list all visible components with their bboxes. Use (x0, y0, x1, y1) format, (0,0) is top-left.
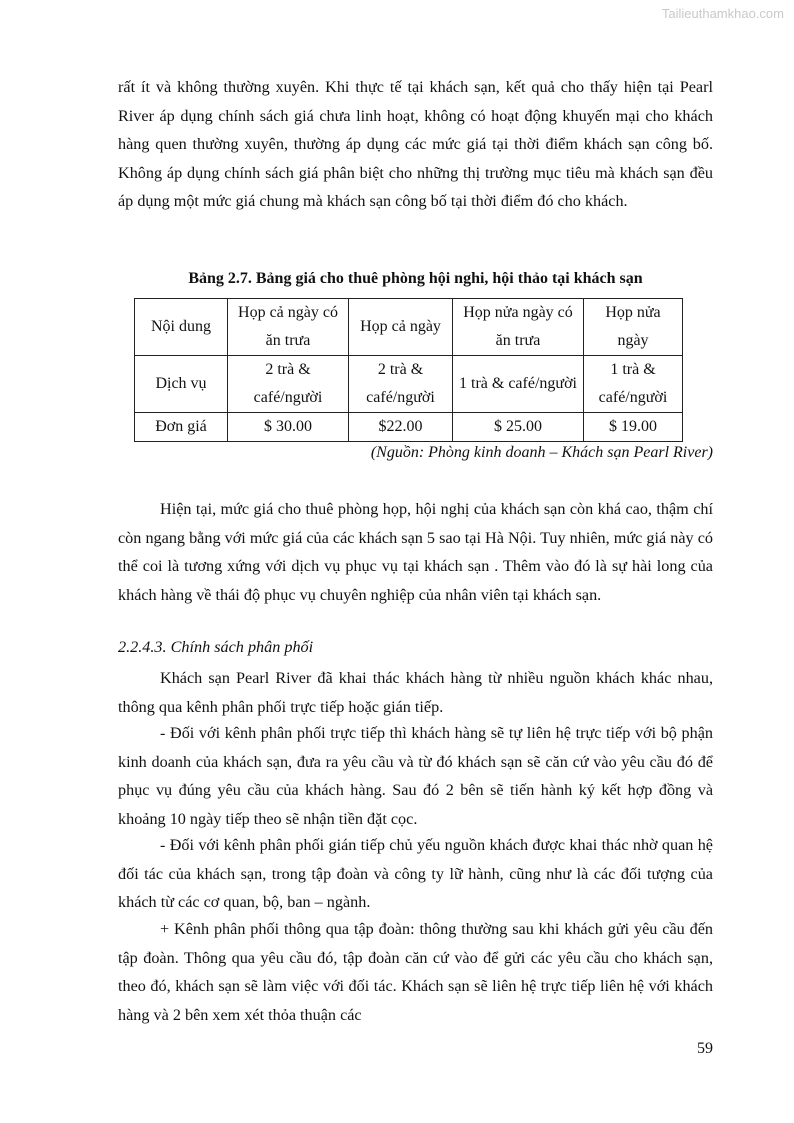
table-cell: 1 trà & café/người (453, 356, 584, 413)
paragraph-direct-channel: - Đối với kênh phân phối trực tiếp thì khách hàng sẽ tự liên hệ trực tiếp với bộ phận kinh doanh của khách sạn, đưa ra yêu cầu và từ đó khách sạn sẽ căn cứ vào yêu cầu đó để phục vụ đúng yêu cầu của khách hàng. Sau đó 2 bên sẽ tiến hành ký kết hợp đồng và khoảng 10 ngày tiếp theo sẽ nhận tiền đặt cọc. (118, 724, 713, 828)
paragraph-group-channel: + Kênh phân phối thông qua tập đoàn: thông thường sau khi khách gửi yêu cầu đến tập đoàn. Thông qua yêu cầu đó, tập đoàn căn cứ vào để gửi các yêu cầu cho khách sạn, theo đó, khách sạn sẽ làm việc với đối tác. Khách sạn sẽ liên hệ trực tiếp liên hệ với khách hàng và 2 bên xem xét thỏa thuận các (118, 920, 713, 1024)
header-cell: Họp cả ngày (349, 299, 453, 356)
table-cell: $ 25.00 (453, 413, 584, 442)
table-cell: $ 30.00 (228, 413, 349, 442)
table-cell: 2 trà & café/người (228, 356, 349, 413)
paragraph-distribution-intro: Khách sạn Pearl River đã khai thác khách hàng từ nhiều nguồn khách khác nhau, thông qua kênh phân phối trực tiếp hoặc gián tiếp. (118, 669, 713, 716)
table-source: (Nguồn: Phòng kinh doanh – Khách sạn Pearl River) (370, 444, 713, 461)
table-cell: 2 trà & café/người (349, 356, 453, 413)
table-cell: $ 19.00 (584, 413, 683, 442)
section-heading: 2.2.4.3. Chính sách phân phối (118, 638, 314, 656)
watermark: Tailieuthamkhao.com (661, 6, 784, 21)
table-cell: Đơn giá (135, 413, 228, 442)
header-cell: Họp cả ngày có ăn trưa (228, 299, 349, 356)
paragraph-indirect-channel: - Đối với kênh phân phối gián tiếp chủ yếu nguồn khách được khai thác nhờ quan hệ đối tác của khách sạn, trong tập đoàn và công ty lữ hành, cũng như là các đối tượng của khách từ các cơ quan, bộ, ban – ngành. (118, 836, 713, 912)
table-caption: Bảng 2.7. Bảng giá cho thuê phòng hội nghi, hội thảo tại khách sạn (188, 270, 643, 287)
table-header-row (135, 299, 683, 356)
table-cell: Dịch vụ (135, 356, 228, 413)
page-number: 59 (697, 1040, 713, 1057)
table-cell: $22.00 (349, 413, 453, 442)
paragraph-price-assessment: Hiện tại, mức giá cho thuê phòng họp, hội nghị của khách sạn còn khá cao, thậm chí còn ngang bằng với mức giá của các khách sạn 5 sao tại Hà Nội. Tuy nhiên, mức giá này có thể coi là tương xứng với dịch vụ phục vụ tại khách sạn . Thêm vào đó là sự hài long của khách hàng về thái độ phục vụ chuyên nghiệp của nhân viên tại khách sạn. (118, 500, 713, 604)
header-cell: Nội dung (135, 299, 228, 356)
table-cell: 1 trà & café/người (584, 356, 683, 413)
table-row (135, 356, 683, 413)
header-cell: Họp nửa ngày có ăn trưa (453, 299, 584, 356)
header-cell: Họp nửa ngày (584, 299, 683, 356)
price-table (134, 298, 683, 442)
table-row (135, 413, 683, 442)
paragraph-pricing-intro: rất ít và không thường xuyên. Khi thực tế tại khách sạn, kết quả cho thấy hiện tại Pearl River áp dụng chính sách giá chưa linh hoạt, không có hoạt động khuyến mại cho khách hàng quen thường xuyên, thường áp dụng các mức giá tại thời điểm khách sạn công bố. Không áp dụng chính sách giá phân biệt cho những thị trường mục tiêu mà khách sạn đều áp dụng một mức giá chung mà khách sạn công bố tại thời điểm đó cho khách. (118, 78, 713, 211)
